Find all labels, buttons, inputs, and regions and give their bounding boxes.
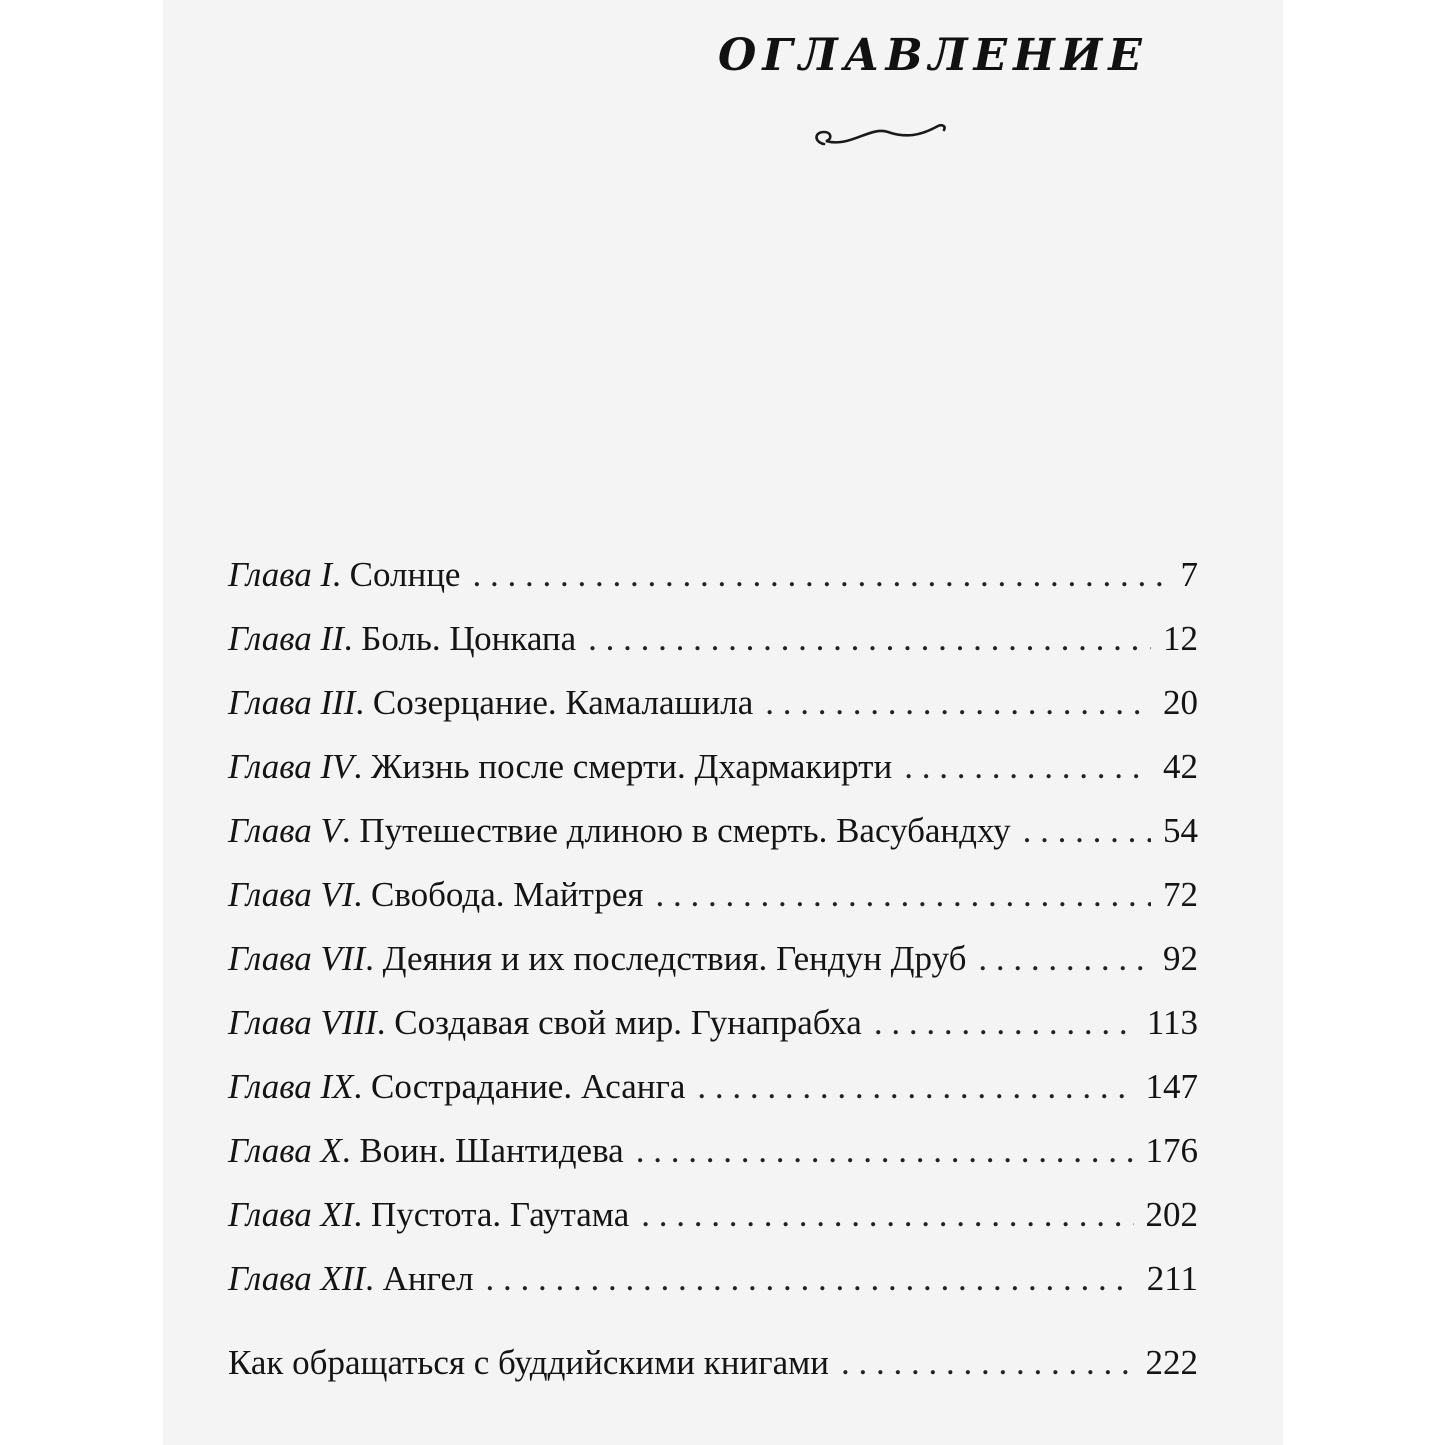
toc-entry: Глава VI. Свобода. Майтрея . . . 72 (228, 870, 1198, 920)
toc-page-number: 147 (1145, 1067, 1198, 1106)
dot-leader (904, 742, 1151, 792)
toc-chapter-title: Солнце (349, 555, 461, 594)
toc-entry: Глава I. Солнце . . . 7 (228, 550, 1198, 600)
toc-entry: Глава IX. Сострадание. Асанга . . . 147 (228, 1062, 1198, 1112)
toc-appendix-entry (228, 1338, 1198, 1388)
toc-entry: Глава XI. Пустота. Гаутама . . . 202 (228, 1190, 1198, 1240)
dot-leader (978, 934, 1151, 984)
toc-page-number: 42 (1163, 747, 1198, 786)
toc-page-number: 222 (1145, 1343, 1198, 1382)
toc-chapter-number: Глава II (228, 619, 344, 658)
toc-chapter-title: Сострадание. Асанга (370, 1067, 686, 1106)
toc-chapter-number: Глава VI (228, 875, 354, 914)
toc-page-number: 12 (1163, 619, 1198, 658)
toc-page-number: 176 (1145, 1131, 1198, 1170)
toc-chapter-number: Глава I (228, 555, 333, 594)
toc-chapter-title: Пустота. Гаутама (370, 1195, 630, 1234)
toc-page-number: 113 (1146, 1003, 1198, 1042)
toc-entry: Глава XII. Ангел . . . 211 (228, 1254, 1198, 1304)
dot-leader (472, 550, 1168, 600)
dot-leader (1023, 806, 1151, 856)
toc-chapter-number: Глава IV (228, 747, 354, 786)
dot-leader (656, 870, 1152, 920)
dot-leader (636, 1126, 1134, 1176)
toc-chapter-title: Деяния и их последствия. Гендун Друб (382, 939, 967, 978)
toc-entry: Глава VII. Деяния и их последствия. Гендун Друб . . . 92 (228, 934, 1198, 984)
toc-page-number: 7 (1180, 555, 1198, 594)
toc-page-number: 202 (1145, 1195, 1198, 1234)
flourish-ornament (810, 112, 950, 158)
toc-chapter-title: Созерцание. Камалашила (372, 683, 754, 722)
toc-entry: Глава V. Путешествие длиною в смерть. Васубандху . . . 54 (228, 806, 1198, 856)
toc-chapter-title: Боль. Цонкапа (361, 619, 577, 658)
toc-appendix-title: Как обращаться с буддийскими книгами (228, 1343, 829, 1382)
toc-entry: Глава III. Созерцание. Камалашила . . . 20 (228, 678, 1198, 728)
toc-chapter-number: Глава V (228, 811, 342, 850)
toc-chapter-number: Глава XII (228, 1259, 366, 1298)
toc-page-number: 92 (1163, 939, 1198, 978)
dot-leader (874, 998, 1135, 1048)
toc-entry: Глава IV. Жизнь после смерти. Дхармакирти . . . 42 (228, 742, 1198, 792)
toc-chapter-number: Глава IX (228, 1067, 354, 1106)
toc-page-number: 211 (1146, 1259, 1198, 1298)
toc-chapter-title: Создавая свой мир. Гунапрабха (394, 1003, 862, 1042)
dot-leader (765, 678, 1151, 728)
dot-leader (641, 1190, 1133, 1240)
toc-chapter-title: Жизнь после смерти. Дхармакирти (370, 747, 893, 786)
toc-chapter-number: Глава XI (228, 1195, 354, 1234)
toc-chapter-title: Путешествие длиною в смерть. Васубандху (359, 811, 1011, 850)
toc-chapter-title: Ангел (382, 1259, 474, 1298)
toc-chapter-title: Воин. Шантидева (359, 1131, 624, 1170)
toc-entry: Глава X. Воин. Шантидева . . . 176 (228, 1126, 1198, 1176)
toc-chapter-number: Глава VII (228, 939, 366, 978)
toc-page-number: 54 (1163, 811, 1198, 850)
dot-leader (841, 1338, 1134, 1388)
dot-leader (588, 614, 1151, 664)
toc-entry: Глава II. Боль. Цонкапа . . . 12 (228, 614, 1198, 664)
dot-leader (486, 1254, 1135, 1304)
toc-chapter-number: Глава III (228, 683, 356, 722)
toc-chapter-number: Глава X (228, 1131, 342, 1170)
page-title: ОГЛАВЛЕНИЕ (718, 30, 1148, 81)
toc-chapter-number: Глава VIII (228, 1003, 377, 1042)
toc-entry: Глава VIII. Создавая свой мир. Гунапрабха . . . 113 (228, 998, 1198, 1048)
toc-page-number: 72 (1163, 875, 1198, 914)
toc-chapter-title: Свобода. Майтрея (370, 875, 644, 914)
dot-leader (697, 1062, 1133, 1112)
toc-page-number: 20 (1163, 683, 1198, 722)
